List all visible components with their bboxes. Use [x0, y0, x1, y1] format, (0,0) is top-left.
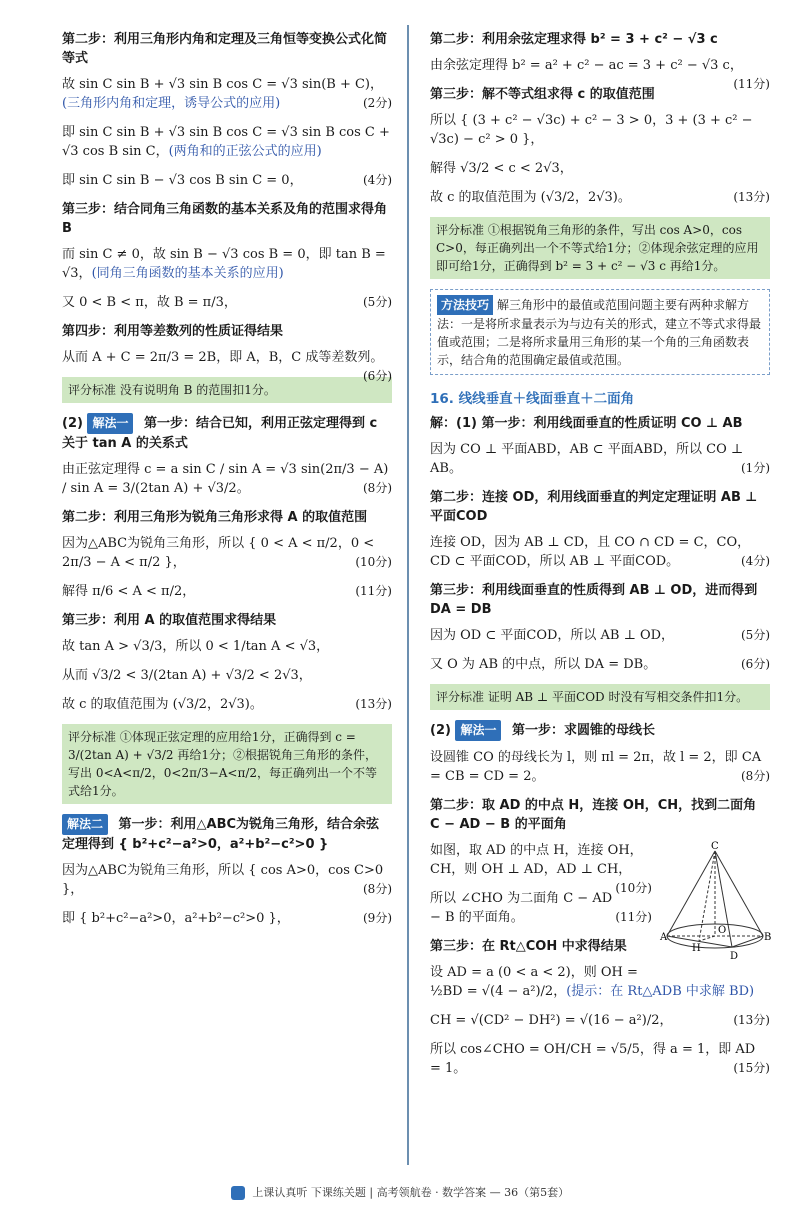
- solution-line: 设圆锥 CO 的母线长为 l，则 πl = 2π，故 l = 2，即 CA = CB = CD = 2。 (8分): [430, 750, 770, 784]
- solution-line: 故 tan A > √3/3，所以 0 < 1/tan A < √3，: [62, 639, 330, 654]
- score-mark: (4分): [363, 173, 392, 187]
- solution-line: 由正弦定理得 c = a sin C / sin A = √3 sin(2π/3 − A) / sin A = 3/(2tan A) + √3/2。 (8分): [62, 462, 392, 496]
- score-mark: (8分): [741, 769, 770, 783]
- score-mark: (11分): [355, 584, 392, 598]
- score-mark: (6分): [363, 369, 392, 383]
- solution-line: 如图，取 AD 的中点 H，连接 OH，CH，则 OH ⊥ AD，AD ⊥ CH， (10分): [430, 841, 770, 879]
- scoring-criteria: 评分标准 ①体现正弦定理的应用给1分，正确得到 c = 3/(2tan A) + √3/2 再给1分；②根据锐角三角形的条件，写出 0<A<π/2，0<2π/3−A<π/2，每正确列出一个不等式给1分。: [62, 724, 392, 804]
- step-heading: 第二步：利用三角形内角和定理及三角恒等变换公式化简等式: [62, 32, 388, 66]
- footer-text: 高考领航卷 · 数学答案 — 36（第5套）: [376, 1186, 570, 1199]
- method-heading: (2) 解法一 第一步：求圆锥的母线长: [430, 720, 770, 741]
- cone-diagram: [660, 841, 770, 961]
- hint-note: (三角形内角和定理，诱导公式的应用): [62, 96, 281, 111]
- column-divider: [407, 25, 409, 1165]
- hint-note: (两角和的正弦公式的应用): [168, 144, 322, 159]
- solution-line: 因为△ABC为锐角三角形，所以 { 0 < A < π/2，0 < 2π/3 − A < π/2 }， (10分): [62, 536, 392, 570]
- method-badge: 解法一: [455, 720, 501, 741]
- page-footer: 上课认真听 下课练关题 | 高考领航卷 · 数学答案 — 36（第5套）: [0, 1184, 800, 1200]
- cone-label-b: B: [764, 932, 772, 943]
- hint-note: (同角三角函数的基本关系的应用): [91, 266, 284, 281]
- solution-line: 又 0 < B < π，故 B = π/3， (5分): [62, 295, 392, 310]
- score-mark: (11分): [733, 77, 770, 91]
- solution-line: 由余弦定理得 b² = a² + c² − ac = 3 + c² − √3 c， (11分): [430, 56, 770, 75]
- cone-label-h: H: [692, 943, 701, 954]
- step-heading: 第二步：取 AD 的中点 H，连接 OH，CH，找到二面角 C − AD − B 的平面角: [430, 798, 757, 832]
- solution-line: CH = √(CD² − DH²) = √(16 − a²)/2， (13分): [430, 1013, 770, 1028]
- tip-badge: 方法技巧: [437, 295, 493, 315]
- score-mark: (8分): [363, 481, 392, 495]
- left-column: [62, 30, 392, 938]
- score-mark: (8分): [363, 882, 392, 896]
- score-mark: (1分): [741, 461, 770, 475]
- solution-line: 所以 cos∠CHO = OH/CH = √5/5，得 a = 1，即 AD = 1。 (15分): [430, 1042, 770, 1076]
- score-mark: (5分): [741, 628, 770, 642]
- cone-line-oh: [699, 936, 715, 941]
- solution-line: 从而 √3/2 < 3/(2tan A) + √3/2 < 2√3，: [62, 668, 312, 683]
- score-mark: (13分): [355, 697, 392, 711]
- scoring-criteria: 评分标准 没有说明角 B 的范围扣1分。: [62, 377, 392, 403]
- solution-line: 解得 √3/2 < c < 2√3，: [430, 161, 573, 176]
- solution-line: 因为△ABC为锐角三角形，所以 { cos A>0，cos C>0 }， (8分): [62, 863, 392, 897]
- solution-line: 所以 { (3 + c² − √3c) + c² − 3 > 0，3 + (3 + c² − √3c) − c² > 0 }，: [430, 113, 753, 147]
- method-tip-box: 方法技巧 解三角形中的最值或范围问题主要有两种求解方法：一是将所求量表示为与边有关的形式，建立不等式求得最值或范围；二是将所求量用三角形的某一个角的三角函数表示，结合角的范围确定最值或范围。: [430, 289, 770, 375]
- solution-line: 即 sin C sin B − √3 cos B sin C = 0， (4分): [62, 173, 392, 188]
- step-heading: 第三步：解不等式组求得 c 的取值范围: [430, 87, 655, 102]
- score-mark: (10分): [355, 555, 392, 569]
- cone-edge-ca: [667, 851, 715, 936]
- step-heading: 第四步：利用等差数列的性质证得结果: [62, 324, 284, 339]
- score-mark: (4分): [741, 554, 770, 568]
- question-title: 16. 线线垂直＋线面垂直＋二面角: [430, 391, 635, 407]
- step-heading: 第三步：在 Rt△COH 中求得结果: [430, 939, 627, 954]
- step-heading: 第三步：利用线面垂直的性质得到 AB ⊥ OD，进而得到 DA = DB: [430, 583, 758, 617]
- solution-line: 故 sin C sin B + √3 sin B cos C = √3 sin(B + C)，(三角形内角和定理，诱导公式的应用) (2分): [62, 77, 392, 111]
- score-mark: (13分): [733, 190, 770, 204]
- score-mark: (2分): [363, 96, 392, 110]
- score-mark: (9分): [363, 911, 392, 925]
- solution-line: 连接 OD，因为 AB ⊥ CD，且 CO ∩ CD = C，CO，CD ⊂ 平面COD，所以 AB ⊥ 平面COD。 (4分): [430, 535, 770, 569]
- scoring-criteria: 评分标准 证明 AB ⊥ 平面COD 时没有写相交条件扣1分。: [430, 684, 770, 710]
- step-heading: 第三步：结合同角三角函数的基本关系及角的范围求得角 B: [62, 202, 388, 236]
- solution-line: 从而 A + C = 2π/3 = 2B，即 A，B，C 成等差数列。 (6分): [62, 348, 392, 367]
- cone-label-o: O: [718, 925, 727, 936]
- solution-line: 解得 π/6 < A < π/2， (11分): [62, 584, 392, 599]
- score-mark: (15分): [733, 1061, 770, 1075]
- brand-slogan: 上课认真听 下课练关题: [252, 1186, 366, 1199]
- solution-line: 故 c 的取值范围为 (√3/2，2√3)。 (13分): [62, 697, 392, 712]
- method-badge: 解法二: [62, 814, 108, 835]
- cone-label-d: D: [730, 951, 739, 962]
- solution-line: 即 sin C sin B + √3 sin B cos C = √3 sin B cos C + √3 cos B sin C，(两角和的正弦公式的应用): [62, 125, 390, 159]
- step-heading: 解：(1) 第一步：利用线面垂直的性质证明 CO ⊥ AB: [430, 416, 743, 431]
- solution-line: 因为 OD ⊂ 平面COD，所以 AB ⊥ OD， (5分): [430, 628, 770, 643]
- step-heading: 第二步：利用余弦定理求得 b² = 3 + c² − √3 c: [430, 32, 718, 47]
- solution-line: 即 { b²+c²−a²>0，a²+b²−c²>0 }， (9分): [62, 911, 392, 926]
- cone-label-a: A: [660, 932, 668, 943]
- method-heading: 解法二 第一步：利用△ABC为锐角三角形，结合余弦定理得到 { b²+c²−a²>0，a²+b²−c²>0 }: [62, 814, 392, 854]
- score-mark: (5分): [363, 295, 392, 309]
- solution-line: 而 sin C ≠ 0，故 sin B − √3 cos B = 0，即 tan B = √3，(同角三角函数的基本关系的应用): [62, 247, 386, 281]
- step-heading: 第二步：利用三角形为锐角三角形求得 A 的取值范围: [62, 510, 368, 525]
- method-badge: 解法一: [87, 413, 133, 434]
- hint-note: (提示：在 Rt△ADB 中求解 BD): [566, 984, 755, 999]
- method-heading: (2) 解法一 第一步：结合已知，利用正弦定理得到 c 关于 tan A 的关系式: [62, 413, 392, 453]
- solution-line: 所以 ∠CHO 为二面角 C − AD − B 的平面角。 (11分): [430, 891, 652, 925]
- cone-label-c: C: [711, 841, 719, 852]
- solution-line: 设 AD = a (0 < a < 2)，则 OH = ½BD = √(4 − a²)/2，(提示：在 Rt△ADB 中求解 BD): [430, 965, 755, 999]
- solution-line: 故 c 的取值范围为 (√3/2，2√3)。 (13分): [430, 190, 770, 205]
- brand-logo-icon: [231, 1186, 245, 1200]
- step-heading: 第二步：连接 OD，利用线面垂直的判定定理证明 AB ⊥ 平面COD: [430, 490, 758, 524]
- step-heading: 第三步：利用 A 的取值范围求得结果: [62, 613, 277, 628]
- solution-line: 因为 CO ⊥ 平面ABD，AB ⊂ 平面ABD，所以 CO ⊥ AB。 (1分): [430, 442, 770, 476]
- solution-line: 又 O 为 AB 的中点，所以 DA = DB。 (6分): [430, 657, 770, 672]
- score-mark: (13分): [733, 1013, 770, 1027]
- score-mark: (11分): [615, 910, 652, 924]
- score-mark: (6分): [741, 657, 770, 671]
- right-column: [430, 30, 770, 1088]
- score-mark: (10分): [615, 881, 652, 895]
- scoring-criteria: 评分标准 ①根据锐角三角形的条件，写出 cos A>0，cos C>0，每正确列出一个不等式给1分；②体现余弦定理的应用即可给1分，正确得到 b² = 3 + c² − √3 c 再给1分。: [430, 217, 770, 279]
